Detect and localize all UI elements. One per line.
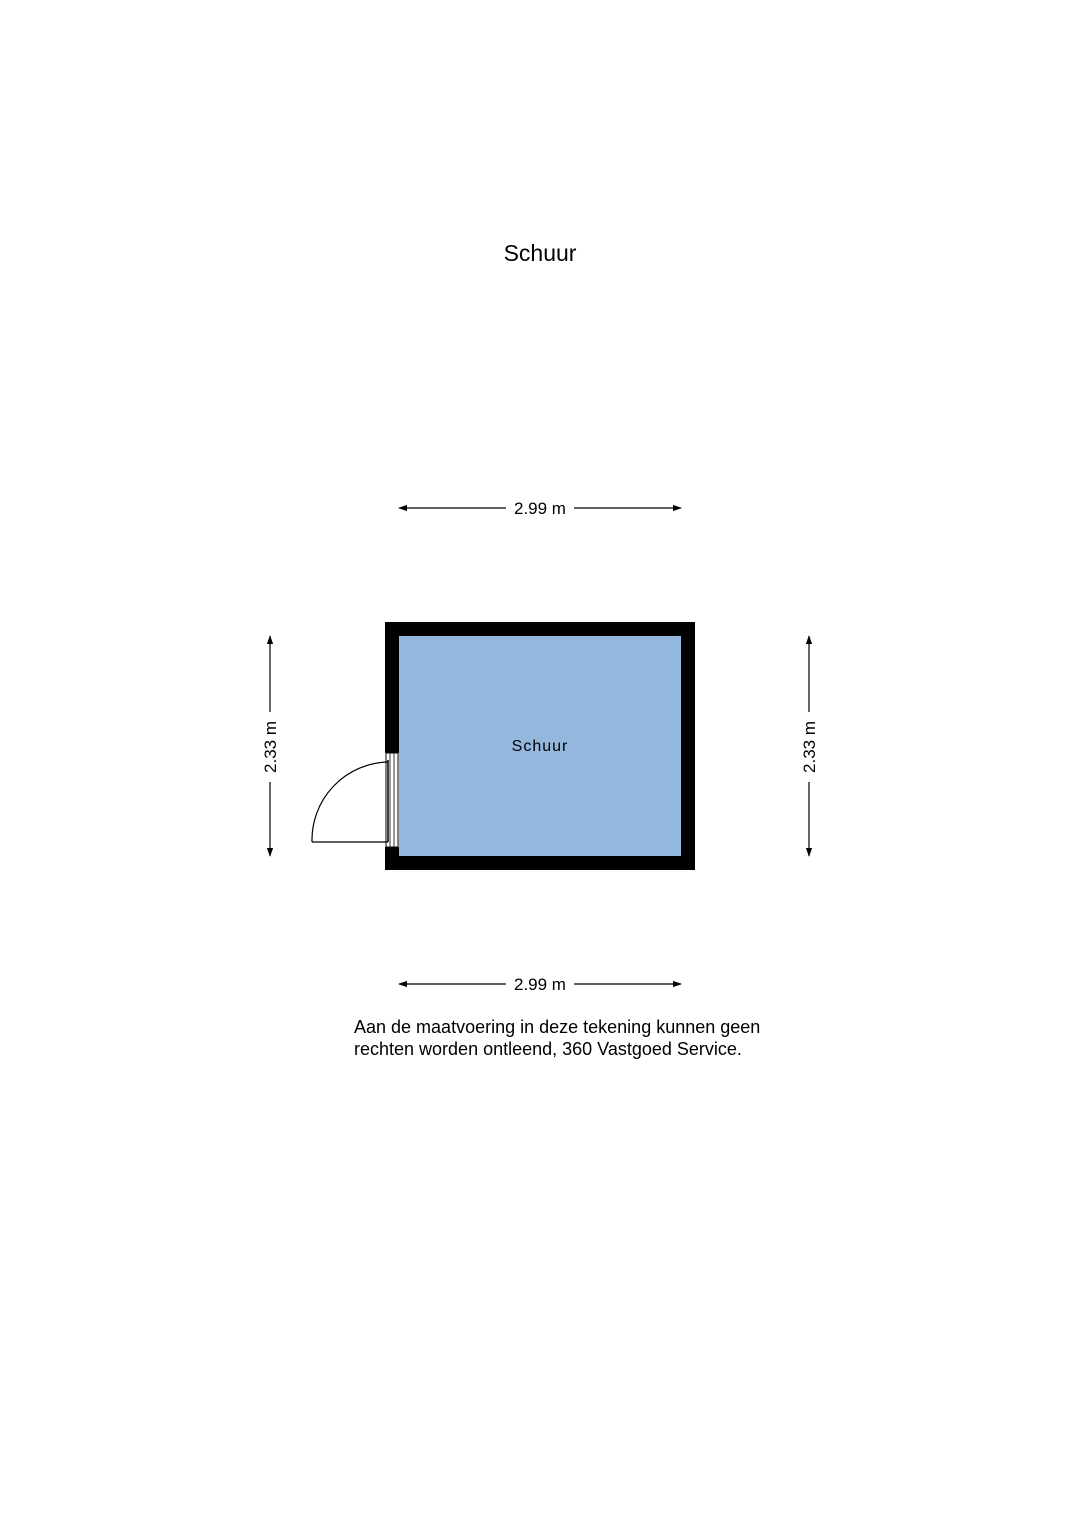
- bottom-dimension: [399, 975, 681, 994]
- right-dimension: [800, 636, 819, 856]
- wall-top: [385, 622, 695, 636]
- room-label: Schuur: [511, 738, 569, 755]
- disclaimer-line-2: rechten worden ontleend, 360 Vastgoed Service.: [354, 1039, 742, 1059]
- wall-left-lower: [385, 847, 399, 870]
- right-dimension-label: 2.33 m: [800, 721, 819, 773]
- left-dimension-label: 2.33 m: [261, 721, 280, 773]
- bottom-dimension-label: 2.99 m: [514, 975, 566, 994]
- top-dimension-label: 2.99 m: [514, 499, 566, 518]
- wall-bottom: [385, 856, 695, 870]
- top-dimension: [399, 499, 681, 518]
- left-dimension: [261, 636, 280, 856]
- disclaimer: [354, 1016, 874, 1060]
- door-swing-arc: [312, 762, 388, 842]
- page-title: Schuur: [503, 240, 577, 266]
- wall-right: [681, 622, 695, 870]
- wall-left-upper: [385, 622, 399, 753]
- door: [312, 753, 398, 847]
- disclaimer-line-1: Aan de maatvoering in deze tekening kunnen geen: [354, 1017, 761, 1037]
